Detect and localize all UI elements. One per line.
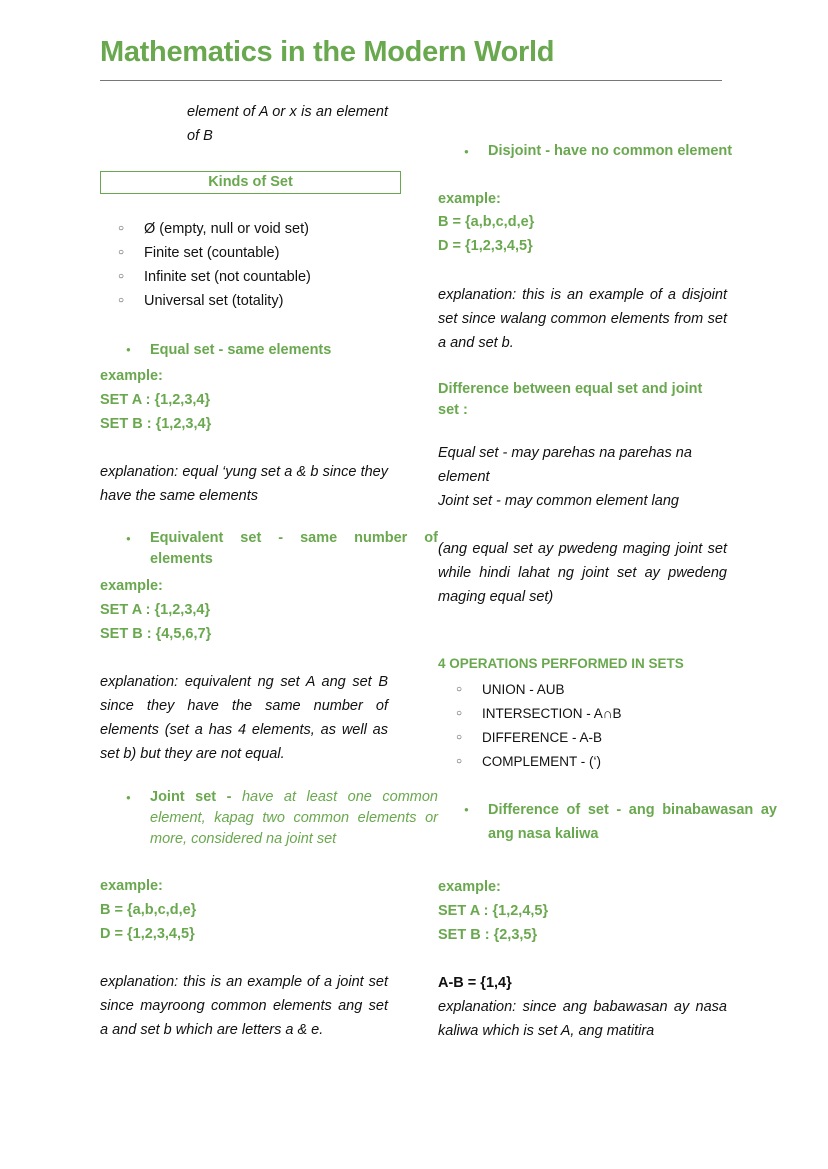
set-d: D = {1,2,3,4,5} — [438, 238, 533, 254]
set-b: B = {a,b,c,d,e} — [100, 902, 197, 918]
list-item: ○ DIFFERENCE - A-B — [438, 726, 727, 750]
set-a: SET A : {1,2,3,4} — [100, 392, 211, 408]
set-a: SET A : {1,2,4,5} — [438, 903, 549, 919]
joint-set-desc: have at least one common element, kapag two common elements or more, considered na joint set — [150, 789, 438, 847]
list-item: ○ Infinite set (not countable) — [100, 265, 400, 289]
list-item: ○ Finite set (countable) — [100, 241, 400, 265]
example-label: example: — [100, 878, 163, 894]
continued-text: element of A or x is an element of B — [187, 104, 388, 144]
set-b: SET B : {2,3,5} — [438, 927, 538, 943]
joint-set-item — [100, 787, 438, 850]
set-d: D = {1,2,3,4,5} — [100, 926, 195, 942]
list-item: ○ COMPLEMENT - (‘) — [438, 750, 727, 774]
example-label: example: — [100, 368, 163, 384]
difference-heading: Difference between equal set and joint set : — [438, 381, 703, 418]
explanation: explanation: since ang babawasan ay nasa kaliwa which is set A, ang matitira — [438, 999, 727, 1039]
explanation: explanation: equal ‘yung set a & b since they have the same elements — [100, 464, 388, 504]
kinds-list — [100, 217, 400, 313]
joint-set-heading: Joint set - — [150, 789, 232, 805]
joint-set-note: Joint set - may common element lang — [438, 493, 679, 509]
set-b: B = {a,b,c,d,e} — [438, 214, 535, 230]
example-label: example: — [100, 578, 163, 594]
list-item: ○ UNION - AUB — [438, 678, 727, 702]
equivalent-set-heading: ● Equivalent set - same number of elements — [100, 528, 438, 570]
list-item: ○ Universal set (totality) — [100, 289, 400, 313]
set-b: SET B : {4,5,6,7} — [100, 626, 212, 642]
kinds-of-set-header: Kinds of Set — [100, 171, 401, 194]
explanation: explanation: equivalent ng set A ang set B since they have the same number of elements (set a has 4 elements, as well as set b) but they are not equal. — [100, 674, 388, 762]
explanation: explanation: this is an example of a disjoint set since walang common elements from set a and set b. — [438, 287, 727, 351]
example-label: example: — [438, 879, 501, 895]
title-divider — [100, 80, 722, 81]
disjoint-heading: ● Disjoint - have no common element — [438, 141, 777, 162]
operations-heading: 4 OPERATIONS PERFORMED IN SETS — [438, 656, 684, 671]
equal-set-note: Equal set - may parehas na parehas na element — [438, 445, 692, 485]
difference-of-set-heading: ● Difference of set - ang binabawasan ay ang nasa kaliwa — [438, 798, 777, 846]
example-label: example: — [438, 191, 501, 207]
operations-list — [438, 678, 727, 774]
equal-set-heading: ● Equal set - same elements — [100, 338, 438, 362]
list-item: ○ Ø (empty, null or void set) — [100, 217, 400, 241]
explanation: explanation: this is an example of a joint set since mayroong common elements ang set a and set b which are letters a & e. — [100, 974, 388, 1038]
equal-joint-note: (ang equal set ay pwedeng maging joint set while hindi lahat ng joint set ay pwedeng maging equal set) — [438, 541, 727, 605]
set-a: SET A : {1,2,3,4} — [100, 602, 211, 618]
difference-result: A-B = {1,4} — [438, 975, 512, 991]
page-title: Mathematics in the Modern World — [100, 36, 555, 68]
list-item: ○ INTERSECTION - A∩B — [438, 702, 727, 726]
set-b: SET B : {1,2,3,4} — [100, 416, 212, 432]
